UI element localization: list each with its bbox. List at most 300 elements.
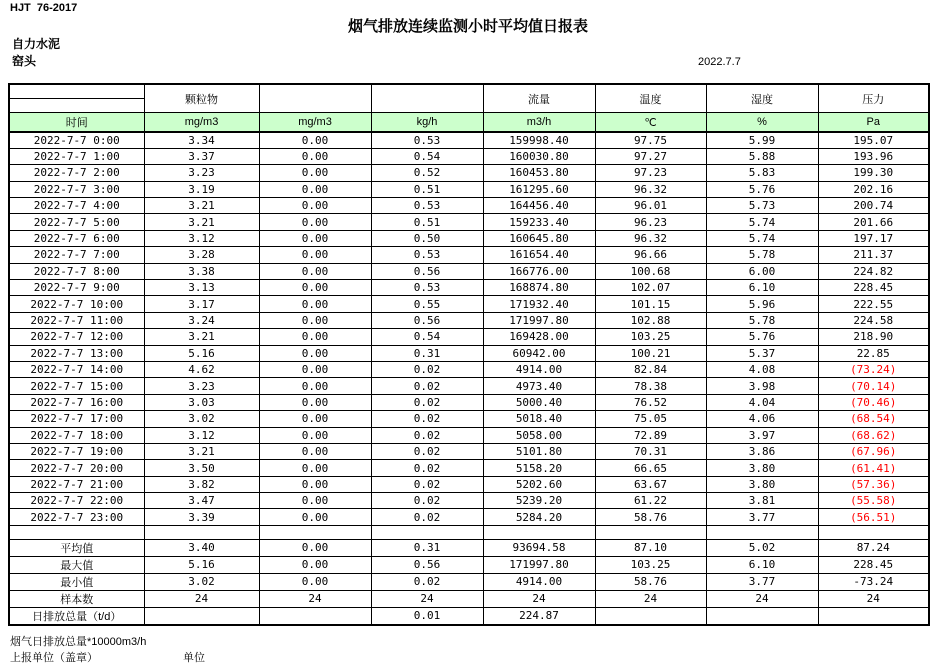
cell-value: 197.17 xyxy=(818,230,929,246)
cell-value: 3.81 xyxy=(706,493,818,509)
cell-value: 3.47 xyxy=(144,493,259,509)
cell-value: 70.31 xyxy=(595,443,706,459)
cell-value: (68.62) xyxy=(818,427,929,443)
cell-value: 159233.40 xyxy=(483,214,595,230)
cell-value: 169428.00 xyxy=(483,329,595,345)
cell-value: 0.00 xyxy=(259,230,371,246)
cell-value: 0.00 xyxy=(259,132,371,148)
summary-value xyxy=(818,607,929,625)
cell-time: 2022-7-7 4:00 xyxy=(9,198,144,214)
table-row xyxy=(9,345,929,361)
report-date: 2022.7.7 xyxy=(698,56,741,68)
cell-value: 96.66 xyxy=(595,247,706,263)
cell-value: 72.89 xyxy=(595,427,706,443)
cell-value: 5.74 xyxy=(706,214,818,230)
page-title: 烟气排放连续监测小时平均值日报表 xyxy=(347,18,588,35)
cell-value: 0.00 xyxy=(259,263,371,279)
summary-label: 最大值 xyxy=(9,556,144,573)
corner-cell-top xyxy=(9,84,144,99)
cell-value: 0.00 xyxy=(259,214,371,230)
cell-value: 3.03 xyxy=(144,394,259,410)
summary-label: 样本数 xyxy=(9,590,144,607)
cell-value: (55.58) xyxy=(818,493,929,509)
cell-value: 218.90 xyxy=(818,329,929,345)
cell-value: 0.02 xyxy=(371,427,483,443)
summary-value: 24 xyxy=(371,590,483,607)
cell-time: 2022-7-7 17:00 xyxy=(9,411,144,427)
cell-value: 3.17 xyxy=(144,296,259,312)
table-row xyxy=(9,230,929,246)
cell-value: 0.00 xyxy=(259,493,371,509)
table-row xyxy=(9,296,929,312)
cell-value: 3.39 xyxy=(144,509,259,525)
cell-value: 6.10 xyxy=(706,280,818,296)
cell-time: 2022-7-7 6:00 xyxy=(9,230,144,246)
summary-row xyxy=(9,556,929,573)
table-row xyxy=(9,148,929,164)
table-row xyxy=(9,132,929,148)
cell-value: 0.53 xyxy=(371,280,483,296)
cell-value: 0.00 xyxy=(259,247,371,263)
cell-value: 0.53 xyxy=(371,198,483,214)
cell-value: 0.00 xyxy=(259,181,371,197)
summary-value: 0.31 xyxy=(371,539,483,556)
cell-value: 5018.40 xyxy=(483,411,595,427)
cell-time: 2022-7-7 0:00 xyxy=(9,132,144,148)
report-table xyxy=(8,83,930,626)
cell-value: 3.98 xyxy=(706,378,818,394)
cell-value: 0.00 xyxy=(259,509,371,525)
table-body xyxy=(9,132,929,625)
cell-time: 2022-7-7 20:00 xyxy=(9,460,144,476)
table-row xyxy=(9,394,929,410)
company-name: 自力水泥 xyxy=(12,37,61,51)
spacer-cell xyxy=(595,525,706,539)
cell-value: 5.74 xyxy=(706,230,818,246)
cell-value: 0.00 xyxy=(259,411,371,427)
cell-value: 60942.00 xyxy=(483,345,595,361)
cell-time: 2022-7-7 11:00 xyxy=(9,312,144,328)
cell-value: 0.00 xyxy=(259,296,371,312)
table-row xyxy=(9,280,929,296)
cell-value: 0.00 xyxy=(259,378,371,394)
cell-value: (56.51) xyxy=(818,509,929,525)
cell-value: 96.32 xyxy=(595,230,706,246)
cell-value: 0.51 xyxy=(371,181,483,197)
table-row xyxy=(9,247,929,263)
cell-value: 75.05 xyxy=(595,411,706,427)
cell-value: 5239.20 xyxy=(483,493,595,509)
cell-value: 3.21 xyxy=(144,198,259,214)
unit-cell-mg-m3-a: mg/m3 xyxy=(144,113,259,133)
cell-value: 0.02 xyxy=(371,476,483,492)
cell-value: 0.53 xyxy=(371,132,483,148)
summary-value: 58.76 xyxy=(595,573,706,590)
time-header-cell: 时间 xyxy=(9,113,144,133)
cell-value: 0.00 xyxy=(259,460,371,476)
cell-value: 0.02 xyxy=(371,460,483,476)
spacer-row xyxy=(9,525,929,539)
unit-cell-kg-h: kg/h xyxy=(371,113,483,133)
cell-value: 0.02 xyxy=(371,378,483,394)
cell-value: 76.52 xyxy=(595,394,706,410)
spacer-cell xyxy=(144,525,259,539)
table-head xyxy=(9,84,929,132)
summary-value: 3.77 xyxy=(706,573,818,590)
cell-value: 5158.20 xyxy=(483,460,595,476)
cell-value: 0.02 xyxy=(371,394,483,410)
cell-value: 193.96 xyxy=(818,148,929,164)
cell-value: 78.38 xyxy=(595,378,706,394)
table-row xyxy=(9,493,929,509)
cell-value: 97.75 xyxy=(595,132,706,148)
cell-value: 159998.40 xyxy=(483,132,595,148)
cell-value: 5.78 xyxy=(706,312,818,328)
unit-cell-celsius: ℃ xyxy=(595,113,706,133)
cell-value: 0.52 xyxy=(371,165,483,181)
summary-value: 5.16 xyxy=(144,556,259,573)
table-row xyxy=(9,361,929,377)
unit-label: 单位 xyxy=(183,652,205,664)
cell-value: 3.21 xyxy=(144,214,259,230)
summary-row xyxy=(9,607,929,625)
summary-value: 0.00 xyxy=(259,539,371,556)
summary-value: 0.01 xyxy=(371,607,483,625)
cell-value: 3.12 xyxy=(144,427,259,443)
table-row xyxy=(9,329,929,345)
cell-value: 0.51 xyxy=(371,214,483,230)
cell-value: 3.23 xyxy=(144,165,259,181)
summary-value xyxy=(259,607,371,625)
cell-value: 3.37 xyxy=(144,148,259,164)
cell-value: 0.02 xyxy=(371,493,483,509)
summary-value: 224.87 xyxy=(483,607,595,625)
cell-value: (57.36) xyxy=(818,476,929,492)
cell-time: 2022-7-7 21:00 xyxy=(9,476,144,492)
cell-value: 5284.20 xyxy=(483,509,595,525)
summary-value: 93694.58 xyxy=(483,539,595,556)
cell-value: 200.74 xyxy=(818,198,929,214)
cell-value: 5.88 xyxy=(706,148,818,164)
cell-time: 2022-7-7 15:00 xyxy=(9,378,144,394)
summary-value: 0.02 xyxy=(371,573,483,590)
cell-value: 5.37 xyxy=(706,345,818,361)
cell-value: 3.12 xyxy=(144,230,259,246)
cell-value: 0.00 xyxy=(259,476,371,492)
unit-cell-mg-m3-b: mg/m3 xyxy=(259,113,371,133)
summary-value: 6.10 xyxy=(706,556,818,573)
cell-value: 211.37 xyxy=(818,247,929,263)
cell-value: 195.07 xyxy=(818,132,929,148)
cell-value: 6.00 xyxy=(706,263,818,279)
cell-value: 160645.80 xyxy=(483,230,595,246)
cell-value: 96.32 xyxy=(595,181,706,197)
summary-value xyxy=(595,607,706,625)
cell-value: (73.24) xyxy=(818,361,929,377)
cell-value: 4.06 xyxy=(706,411,818,427)
cell-value: 22.85 xyxy=(818,345,929,361)
cell-value: 171997.80 xyxy=(483,312,595,328)
cell-time: 2022-7-7 16:00 xyxy=(9,394,144,410)
cell-value: 228.45 xyxy=(818,280,929,296)
summary-value: 3.02 xyxy=(144,573,259,590)
cell-value: 5.96 xyxy=(706,296,818,312)
cell-value: 3.24 xyxy=(144,312,259,328)
cell-value: 0.00 xyxy=(259,345,371,361)
summary-value: 87.10 xyxy=(595,539,706,556)
cell-value: 3.80 xyxy=(706,460,818,476)
summary-value: 24 xyxy=(483,590,595,607)
summary-label: 平均值 xyxy=(9,539,144,556)
spacer-cell xyxy=(818,525,929,539)
summary-value: 4914.00 xyxy=(483,573,595,590)
unit-cell-percent: % xyxy=(706,113,818,133)
summary-value: 0.00 xyxy=(259,556,371,573)
cell-value: 0.02 xyxy=(371,509,483,525)
cell-value: 5058.00 xyxy=(483,427,595,443)
cell-value: 3.28 xyxy=(144,247,259,263)
cell-time: 2022-7-7 18:00 xyxy=(9,427,144,443)
spacer-cell xyxy=(9,525,144,539)
summary-value: 103.25 xyxy=(595,556,706,573)
cell-value: 0.56 xyxy=(371,263,483,279)
cell-value: 3.23 xyxy=(144,378,259,394)
cell-value: 0.31 xyxy=(371,345,483,361)
cell-value: 5000.40 xyxy=(483,394,595,410)
cell-value: 164456.40 xyxy=(483,198,595,214)
summary-value: 24 xyxy=(144,590,259,607)
cell-value: 3.13 xyxy=(144,280,259,296)
group-header-flow: 流量 xyxy=(483,84,595,113)
cell-value: 4.04 xyxy=(706,394,818,410)
cell-value: (67.96) xyxy=(818,443,929,459)
cell-value: 3.19 xyxy=(144,181,259,197)
cell-time: 2022-7-7 1:00 xyxy=(9,148,144,164)
cell-value: 4914.00 xyxy=(483,361,595,377)
cell-value: 171932.40 xyxy=(483,296,595,312)
table-row xyxy=(9,411,929,427)
cell-value: 201.66 xyxy=(818,214,929,230)
cell-value: (70.46) xyxy=(818,394,929,410)
table-row xyxy=(9,443,929,459)
cell-value: 66.65 xyxy=(595,460,706,476)
unit-cell-m3-h: m3/h xyxy=(483,113,595,133)
summary-value: 0.56 xyxy=(371,556,483,573)
table-row xyxy=(9,181,929,197)
group-header-humidity: 湿度 xyxy=(706,84,818,113)
summary-value: 24 xyxy=(595,590,706,607)
cell-value: 5.73 xyxy=(706,198,818,214)
cell-value: 3.21 xyxy=(144,443,259,459)
cell-value: 199.30 xyxy=(818,165,929,181)
cell-value: 3.97 xyxy=(706,427,818,443)
cell-value: 161295.60 xyxy=(483,181,595,197)
table-row xyxy=(9,509,929,525)
cell-value: (61.41) xyxy=(818,460,929,476)
group-header-row xyxy=(9,84,929,99)
cell-value: 100.68 xyxy=(595,263,706,279)
cell-time: 2022-7-7 13:00 xyxy=(9,345,144,361)
summary-value xyxy=(144,607,259,625)
cell-value: 0.00 xyxy=(259,427,371,443)
cell-time: 2022-7-7 9:00 xyxy=(9,280,144,296)
cell-value: 3.38 xyxy=(144,263,259,279)
summary-value: 24 xyxy=(818,590,929,607)
cell-value: 3.02 xyxy=(144,411,259,427)
cell-value: 4.62 xyxy=(144,361,259,377)
group-header-blank-2 xyxy=(371,84,483,113)
cell-value: 63.67 xyxy=(595,476,706,492)
table-row xyxy=(9,378,929,394)
report-unit-label: 上报单位（盖章） xyxy=(10,652,98,664)
summary-value: 24 xyxy=(706,590,818,607)
cell-value: (70.14) xyxy=(818,378,929,394)
summary-label: 最小值 xyxy=(9,573,144,590)
cell-value: 0.54 xyxy=(371,148,483,164)
cell-value: 168874.80 xyxy=(483,280,595,296)
spacer-cell xyxy=(483,525,595,539)
cell-value: 0.53 xyxy=(371,247,483,263)
cell-value: 3.21 xyxy=(144,329,259,345)
doc-code: HJT 76-2017 xyxy=(10,2,78,14)
cell-time: 2022-7-7 8:00 xyxy=(9,263,144,279)
cell-time: 2022-7-7 23:00 xyxy=(9,509,144,525)
cell-value: 0.55 xyxy=(371,296,483,312)
cell-value: 3.50 xyxy=(144,460,259,476)
cell-value: 160453.80 xyxy=(483,165,595,181)
summary-row xyxy=(9,539,929,556)
table-row xyxy=(9,427,929,443)
summary-label: 日排放总量（t/d） xyxy=(9,607,144,625)
table-row xyxy=(9,198,929,214)
cell-value: 160030.80 xyxy=(483,148,595,164)
location-name: 窑头 xyxy=(12,54,37,68)
unit-header-row xyxy=(9,113,929,133)
cell-value: 0.56 xyxy=(371,312,483,328)
table-row xyxy=(9,214,929,230)
cell-value: 61.22 xyxy=(595,493,706,509)
table-row xyxy=(9,263,929,279)
cell-value: 0.54 xyxy=(371,329,483,345)
cell-value: 3.34 xyxy=(144,132,259,148)
cell-value: 5.78 xyxy=(706,247,818,263)
cell-value: 224.58 xyxy=(818,312,929,328)
table-row xyxy=(9,312,929,328)
cell-time: 2022-7-7 10:00 xyxy=(9,296,144,312)
cell-time: 2022-7-7 19:00 xyxy=(9,443,144,459)
spacer-cell xyxy=(259,525,371,539)
cell-value: 0.00 xyxy=(259,394,371,410)
footer-note: 烟气日排放总量*10000m3/h xyxy=(10,636,147,648)
cell-value: 0.00 xyxy=(259,312,371,328)
cell-value: 0.00 xyxy=(259,148,371,164)
cell-value: 97.23 xyxy=(595,165,706,181)
table-row xyxy=(9,460,929,476)
summary-value: 0.00 xyxy=(259,573,371,590)
cell-value: 4.08 xyxy=(706,361,818,377)
cell-value: 222.55 xyxy=(818,296,929,312)
cell-value: 0.02 xyxy=(371,361,483,377)
cell-value: 4973.40 xyxy=(483,378,595,394)
cell-value: 0.02 xyxy=(371,443,483,459)
cell-value: 96.23 xyxy=(595,214,706,230)
cell-value: 5101.80 xyxy=(483,443,595,459)
cell-value: 5.99 xyxy=(706,132,818,148)
cell-value: 102.07 xyxy=(595,280,706,296)
spacer-cell xyxy=(706,525,818,539)
cell-value: 166776.00 xyxy=(483,263,595,279)
cell-time: 2022-7-7 7:00 xyxy=(9,247,144,263)
cell-value: 5.76 xyxy=(706,181,818,197)
summary-value: 24 xyxy=(259,590,371,607)
cell-value: 0.50 xyxy=(371,230,483,246)
cell-value: 0.00 xyxy=(259,280,371,296)
cell-value: 224.82 xyxy=(818,263,929,279)
cell-value: 0.00 xyxy=(259,165,371,181)
unit-cell-pa: Pa xyxy=(818,113,929,133)
group-header-particulate: 颗粒物 xyxy=(144,84,259,113)
cell-value: 0.00 xyxy=(259,443,371,459)
cell-time: 2022-7-7 12:00 xyxy=(9,329,144,345)
summary-value: 3.40 xyxy=(144,539,259,556)
cell-value: 0.02 xyxy=(371,411,483,427)
cell-value: 5.83 xyxy=(706,165,818,181)
cell-time: 2022-7-7 22:00 xyxy=(9,493,144,509)
cell-time: 2022-7-7 5:00 xyxy=(9,214,144,230)
cell-value: 97.27 xyxy=(595,148,706,164)
cell-value: 161654.40 xyxy=(483,247,595,263)
cell-value: 103.25 xyxy=(595,329,706,345)
cell-value: 3.80 xyxy=(706,476,818,492)
table-row xyxy=(9,165,929,181)
cell-time: 2022-7-7 2:00 xyxy=(9,165,144,181)
summary-value xyxy=(706,607,818,625)
summary-row xyxy=(9,590,929,607)
cell-time: 2022-7-7 14:00 xyxy=(9,361,144,377)
spacer-cell xyxy=(371,525,483,539)
cell-value: 101.15 xyxy=(595,296,706,312)
summary-value: -73.24 xyxy=(818,573,929,590)
cell-time: 2022-7-7 3:00 xyxy=(9,181,144,197)
cell-value: 100.21 xyxy=(595,345,706,361)
cell-value: 0.00 xyxy=(259,361,371,377)
cell-value: 0.00 xyxy=(259,198,371,214)
summary-value: 87.24 xyxy=(818,539,929,556)
cell-value: 3.86 xyxy=(706,443,818,459)
cell-value: 58.76 xyxy=(595,509,706,525)
summary-value: 228.45 xyxy=(818,556,929,573)
table-row xyxy=(9,476,929,492)
summary-row xyxy=(9,573,929,590)
corner-cell-bottom xyxy=(9,99,144,113)
group-header-temperature: 温度 xyxy=(595,84,706,113)
cell-value: 202.16 xyxy=(818,181,929,197)
cell-value: (68.54) xyxy=(818,411,929,427)
cell-value: 3.77 xyxy=(706,509,818,525)
cell-value: 3.82 xyxy=(144,476,259,492)
cell-value: 82.84 xyxy=(595,361,706,377)
cell-value: 5202.60 xyxy=(483,476,595,492)
summary-value: 171997.80 xyxy=(483,556,595,573)
cell-value: 96.01 xyxy=(595,198,706,214)
cell-value: 102.88 xyxy=(595,312,706,328)
group-header-pressure: 压力 xyxy=(818,84,929,113)
cell-value: 0.00 xyxy=(259,329,371,345)
summary-value: 5.02 xyxy=(706,539,818,556)
group-header-blank-1 xyxy=(259,84,371,113)
cell-value: 5.16 xyxy=(144,345,259,361)
cell-value: 5.76 xyxy=(706,329,818,345)
